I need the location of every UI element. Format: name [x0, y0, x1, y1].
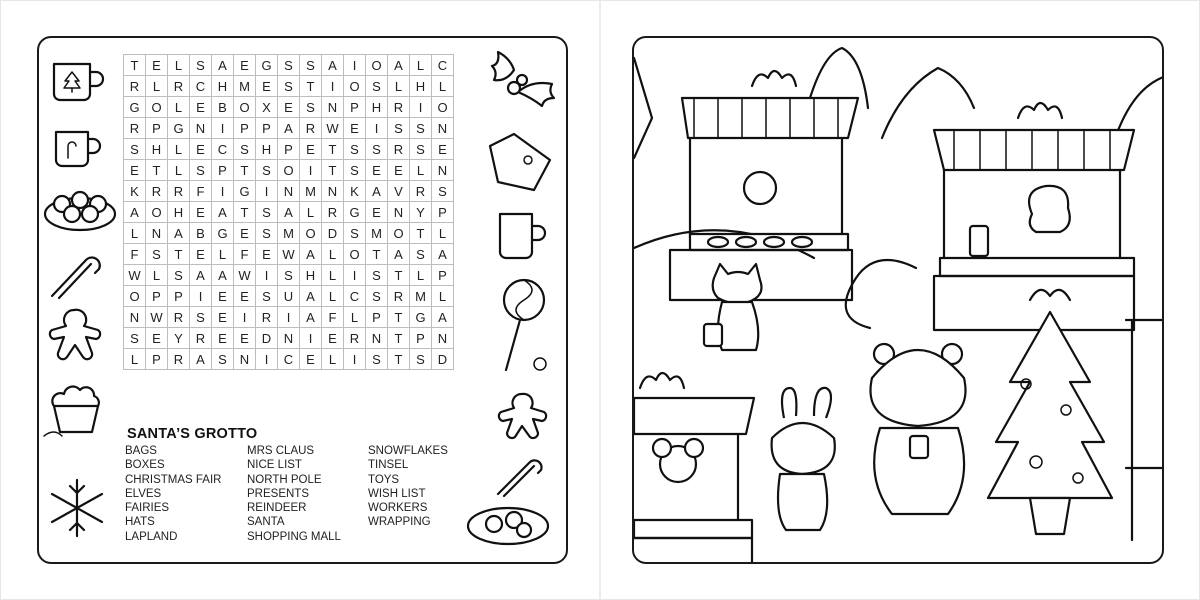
grid-letter: I: [366, 118, 388, 139]
grid-letter: H: [256, 139, 278, 160]
grid-letter: I: [344, 349, 366, 370]
word-item: SHOPPING MALL: [247, 530, 341, 543]
grid-letter: C: [344, 286, 366, 307]
grid-letter: P: [344, 97, 366, 118]
grid-letter: R: [388, 139, 410, 160]
grid-letter: L: [432, 223, 454, 244]
grid-letter: S: [278, 76, 300, 97]
grid-letter: O: [344, 76, 366, 97]
grid-letter: L: [146, 265, 168, 286]
grid-letter: H: [300, 265, 322, 286]
grid-letter: S: [300, 55, 322, 76]
grid-row: [124, 223, 454, 244]
grid-letter: H: [410, 76, 432, 97]
grid-letter: S: [300, 97, 322, 118]
grid-letter: R: [168, 181, 190, 202]
grid-letter: R: [168, 307, 190, 328]
letter-grid: [123, 54, 454, 370]
grid-letter: U: [278, 286, 300, 307]
grid-letter: G: [124, 97, 146, 118]
grid-letter: E: [234, 55, 256, 76]
lollipop-icon: [494, 276, 554, 376]
grid-letter: S: [366, 139, 388, 160]
cat-character: [704, 264, 762, 350]
grid-letter: O: [344, 244, 366, 265]
grid-letter: S: [432, 181, 454, 202]
grid-letter: N: [278, 181, 300, 202]
grid-letter: G: [256, 55, 278, 76]
grid-letter: T: [388, 328, 410, 349]
grid-letter: S: [366, 265, 388, 286]
grid-letter: R: [344, 328, 366, 349]
bow-icon: [1018, 103, 1062, 118]
pine-tree-edge: [634, 58, 652, 158]
grid-letter: E: [146, 328, 168, 349]
grid-letter: S: [410, 118, 432, 139]
grid-letter: N: [432, 328, 454, 349]
grid-letter: R: [388, 286, 410, 307]
grid-letter: P: [278, 139, 300, 160]
grid-letter: L: [146, 76, 168, 97]
cookie-plate-icon: [42, 180, 120, 236]
grid-letter: A: [278, 202, 300, 223]
grid-letter: M: [366, 223, 388, 244]
grid-letter: E: [256, 76, 278, 97]
grid-letter: A: [212, 202, 234, 223]
grid-letter: I: [278, 307, 300, 328]
grid-letter: E: [190, 202, 212, 223]
grid-letter: E: [366, 202, 388, 223]
grid-letter: I: [256, 265, 278, 286]
grid-letter: I: [256, 181, 278, 202]
word-item: CHRISTMAS FAIR: [125, 473, 222, 486]
grid-letter: E: [256, 244, 278, 265]
grid-letter: R: [124, 118, 146, 139]
word-list-column-1: [125, 444, 221, 544]
grid-letter: E: [322, 328, 344, 349]
market-stall-edge: [1126, 320, 1164, 540]
grid-letter: T: [366, 244, 388, 265]
grid-letter: E: [124, 160, 146, 181]
grid-letter: P: [432, 202, 454, 223]
grid-letter: N: [322, 97, 344, 118]
word-item: WISH LIST: [368, 487, 426, 500]
grid-letter: N: [278, 328, 300, 349]
word-item: REINDEER: [247, 502, 307, 515]
grid-letter: L: [344, 307, 366, 328]
gingerbread-small-icon: [494, 390, 560, 448]
grid-letter: N: [432, 118, 454, 139]
grid-row: [124, 139, 454, 160]
grid-letter: E: [146, 55, 168, 76]
grid-letter: K: [344, 181, 366, 202]
grid-letter: T: [410, 223, 432, 244]
cookie-plate-small-icon: [466, 502, 552, 548]
grid-letter: A: [322, 55, 344, 76]
grid-row: [124, 76, 454, 97]
grid-letter: W: [322, 118, 344, 139]
bow-icon: [752, 71, 796, 86]
grid-letter: S: [278, 265, 300, 286]
grid-letter: A: [300, 244, 322, 265]
grid-row: [124, 307, 454, 328]
word-list-column-3: [368, 444, 448, 530]
grid-letter: S: [234, 139, 256, 160]
word-item: NICE LIST: [247, 459, 302, 472]
bow-icon: [1030, 290, 1070, 300]
grid-letter: A: [366, 181, 388, 202]
bow-icon: [640, 373, 684, 388]
grid-letter: Y: [168, 328, 190, 349]
grid-letter: S: [366, 286, 388, 307]
mug-tree-icon: [48, 54, 108, 106]
grid-letter: H: [168, 202, 190, 223]
grid-letter: E: [212, 328, 234, 349]
grid-letter: L: [322, 265, 344, 286]
puzzle-title: SANTA’S GROTTO: [127, 426, 258, 442]
grid-letter: T: [124, 55, 146, 76]
grid-letter: S: [168, 265, 190, 286]
grid-letter: S: [146, 244, 168, 265]
grid-letter: L: [168, 97, 190, 118]
grid-letter: E: [190, 97, 212, 118]
grid-letter: R: [410, 181, 432, 202]
mountain-middle: [882, 68, 974, 138]
grid-letter: L: [168, 160, 190, 181]
grid-letter: K: [124, 181, 146, 202]
grid-letter: I: [256, 349, 278, 370]
grid-letter: S: [278, 55, 300, 76]
bush: [846, 260, 916, 328]
grid-letter: R: [388, 97, 410, 118]
grid-letter: E: [432, 139, 454, 160]
grid-letter: M: [234, 76, 256, 97]
grid-letter: L: [168, 55, 190, 76]
grid-row: [124, 160, 454, 181]
grid-letter: S: [344, 160, 366, 181]
grid-letter: G: [344, 202, 366, 223]
grid-letter: I: [344, 55, 366, 76]
grid-letter: T: [388, 265, 410, 286]
grid-letter: E: [212, 307, 234, 328]
grid-letter: M: [278, 223, 300, 244]
grid-letter: H: [146, 139, 168, 160]
grid-letter: S: [124, 328, 146, 349]
grid-letter: F: [124, 244, 146, 265]
christmas-tree: [988, 290, 1112, 534]
grid-letter: L: [322, 244, 344, 265]
market-stall: [934, 103, 1134, 330]
grid-letter: O: [124, 286, 146, 307]
grid-letter: S: [190, 307, 212, 328]
grid-letter: A: [432, 244, 454, 265]
grid-letter: O: [366, 55, 388, 76]
poodle-character: [1029, 186, 1070, 232]
word-item: SANTA: [247, 516, 285, 529]
grid-letter: O: [388, 223, 410, 244]
grid-letter: A: [278, 118, 300, 139]
grid-letter: E: [278, 97, 300, 118]
grid-letter: A: [190, 265, 212, 286]
grid-letter: P: [146, 349, 168, 370]
grid-row: [124, 349, 454, 370]
grid-letter: D: [322, 223, 344, 244]
grid-letter: A: [124, 202, 146, 223]
grid-letter: C: [212, 139, 234, 160]
grid-letter: S: [344, 139, 366, 160]
coloring-page: [632, 36, 1164, 564]
grid-letter: D: [432, 349, 454, 370]
grid-letter: N: [322, 181, 344, 202]
grid-letter: D: [256, 328, 278, 349]
grid-letter: O: [300, 223, 322, 244]
grid-letter: R: [190, 328, 212, 349]
grid-letter: A: [388, 244, 410, 265]
grid-letter: S: [256, 286, 278, 307]
grid-letter: B: [190, 223, 212, 244]
grid-letter: I: [344, 265, 366, 286]
bear-character: [870, 344, 965, 514]
grid-letter: O: [234, 97, 256, 118]
grid-letter: T: [322, 139, 344, 160]
grid-letter: A: [388, 55, 410, 76]
grid-row: [124, 244, 454, 265]
grid-letter: E: [300, 349, 322, 370]
grid-letter: O: [278, 160, 300, 181]
grid-letter: E: [234, 286, 256, 307]
candy-cane-icon: [44, 246, 110, 302]
grid-letter: A: [212, 55, 234, 76]
grid-letter: S: [366, 76, 388, 97]
grid-letter: P: [256, 118, 278, 139]
grid-letter: N: [388, 202, 410, 223]
grid-letter: W: [146, 307, 168, 328]
grid-row: [124, 97, 454, 118]
grid-letter: S: [190, 160, 212, 181]
grid-letter: I: [300, 328, 322, 349]
grid-row: [124, 328, 454, 349]
grid-letter: T: [168, 244, 190, 265]
grid-row: [124, 286, 454, 307]
grid-letter: M: [300, 181, 322, 202]
grid-letter: G: [234, 181, 256, 202]
grid-letter: L: [410, 265, 432, 286]
grid-letter: N: [146, 223, 168, 244]
popcorn-icon: [40, 374, 116, 444]
grid-letter: N: [190, 118, 212, 139]
grid-letter: T: [300, 76, 322, 97]
grid-letter: L: [410, 160, 432, 181]
grid-letter: S: [410, 349, 432, 370]
grid-letter: I: [234, 307, 256, 328]
grid-letter: E: [190, 244, 212, 265]
grid-letter: P: [366, 307, 388, 328]
word-item: WORKERS: [368, 502, 428, 515]
grid-letter: T: [234, 160, 256, 181]
grid-letter: W: [278, 244, 300, 265]
grid-letter: E: [234, 223, 256, 244]
grid-letter: N: [432, 160, 454, 181]
grid-letter: I: [212, 118, 234, 139]
grid-letter: A: [168, 223, 190, 244]
grid-letter: R: [168, 349, 190, 370]
grid-letter: L: [300, 202, 322, 223]
grid-letter: Y: [410, 202, 432, 223]
grid-row: [124, 181, 454, 202]
grid-letter: T: [322, 160, 344, 181]
word-item: MRS CLAUS: [247, 445, 315, 457]
snowflake-icon: [44, 476, 110, 540]
grid-letter: P: [432, 265, 454, 286]
grid-letter: W: [124, 265, 146, 286]
grid-row: [124, 202, 454, 223]
gift-tag-icon: [484, 128, 558, 198]
word-item: BAGS: [125, 445, 157, 457]
grid-letter: H: [366, 97, 388, 118]
bunny-character: [772, 388, 835, 530]
grid-letter: O: [146, 97, 168, 118]
grid-letter: S: [256, 223, 278, 244]
market-stall: [670, 71, 858, 300]
grid-letter: E: [234, 328, 256, 349]
grid-letter: F: [234, 244, 256, 265]
grid-letter: L: [410, 55, 432, 76]
grid-letter: C: [190, 76, 212, 97]
grid-letter: C: [278, 349, 300, 370]
grid-letter: L: [388, 76, 410, 97]
grid-letter: S: [256, 160, 278, 181]
grid-letter: E: [212, 286, 234, 307]
grid-letter: E: [344, 118, 366, 139]
grid-letter: T: [388, 349, 410, 370]
grid-letter: A: [212, 265, 234, 286]
word-item: FAIRIES: [125, 502, 170, 515]
grid-letter: E: [366, 160, 388, 181]
word-item: ELVES: [125, 487, 162, 500]
grid-letter: P: [146, 118, 168, 139]
grid-letter: S: [388, 118, 410, 139]
mug-candy-icon: [50, 124, 106, 174]
grid-letter: S: [366, 349, 388, 370]
grid-letter: E: [190, 139, 212, 160]
grid-letter: E: [300, 139, 322, 160]
grid-letter: R: [168, 76, 190, 97]
grid-letter: X: [256, 97, 278, 118]
word-item: TINSEL: [368, 459, 409, 472]
grid-letter: S: [124, 139, 146, 160]
grid-letter: S: [256, 202, 278, 223]
grid-letter: N: [124, 307, 146, 328]
grid-letter: L: [322, 349, 344, 370]
grid-letter: V: [388, 181, 410, 202]
grid-letter: I: [322, 76, 344, 97]
grid-row: [124, 118, 454, 139]
grid-letter: R: [124, 76, 146, 97]
grid-letter: W: [234, 265, 256, 286]
stall-keeper-head: [744, 172, 776, 204]
word-item: PRESENTS: [247, 487, 309, 500]
grid-letter: T: [234, 202, 256, 223]
market-stall: [634, 373, 754, 564]
grid-letter: A: [300, 307, 322, 328]
word-item: HATS: [125, 516, 155, 529]
grid-letter: I: [212, 181, 234, 202]
holly-icon: [488, 44, 558, 114]
word-list-column-2: [247, 444, 341, 544]
grid-letter: P: [146, 286, 168, 307]
grid-letter: L: [124, 349, 146, 370]
market-scene-illustration: [634, 38, 1164, 564]
word-item: SNOWFLAKES: [368, 445, 448, 457]
grid-letter: H: [212, 76, 234, 97]
grid-letter: I: [410, 97, 432, 118]
word-item: LAPLAND: [125, 530, 178, 543]
grid-letter: F: [322, 307, 344, 328]
grid-letter: C: [432, 55, 454, 76]
grid-letter: S: [190, 55, 212, 76]
grid-letter: M: [410, 286, 432, 307]
grid-letter: S: [410, 244, 432, 265]
grid-letter: G: [168, 118, 190, 139]
grid-letter: S: [344, 223, 366, 244]
grid-letter: O: [146, 202, 168, 223]
grid-letter: P: [212, 160, 234, 181]
word-item: WRAPPING: [368, 516, 431, 529]
grid-letter: R: [322, 202, 344, 223]
word-item: NORTH POLE: [247, 473, 322, 486]
grid-letter: B: [212, 97, 234, 118]
grid-row: [124, 55, 454, 76]
grid-letter: I: [300, 160, 322, 181]
grid-letter: L: [212, 244, 234, 265]
grid-letter: E: [388, 160, 410, 181]
grid-letter: G: [410, 307, 432, 328]
grid-letter: P: [234, 118, 256, 139]
mug-icon: [494, 206, 554, 266]
grid-letter: R: [300, 118, 322, 139]
grid-letter: A: [190, 349, 212, 370]
grid-letter: N: [366, 328, 388, 349]
grid-letter: P: [168, 286, 190, 307]
grid-letter: N: [234, 349, 256, 370]
grid-letter: T: [388, 307, 410, 328]
grid-letter: G: [212, 223, 234, 244]
grid-letter: O: [432, 97, 454, 118]
grid-letter: S: [410, 139, 432, 160]
grid-letter: L: [432, 286, 454, 307]
grid-letter: T: [146, 160, 168, 181]
grid-letter: A: [300, 286, 322, 307]
word-item: TOYS: [368, 473, 400, 486]
grid-letter: L: [124, 223, 146, 244]
grid-letter: R: [256, 307, 278, 328]
grid-letter: L: [168, 139, 190, 160]
gingerbread-icon: [44, 306, 114, 364]
word-item: BOXES: [125, 459, 165, 472]
grid-letter: P: [410, 328, 432, 349]
grid-letter: L: [432, 76, 454, 97]
grid-letter: S: [212, 349, 234, 370]
grid-letter: A: [432, 307, 454, 328]
grid-letter: F: [190, 181, 212, 202]
candy-cane-small-icon: [488, 450, 552, 500]
grid-row: [124, 265, 454, 286]
grid-letter: L: [322, 286, 344, 307]
grid-letter: I: [190, 286, 212, 307]
grid-letter: R: [146, 181, 168, 202]
